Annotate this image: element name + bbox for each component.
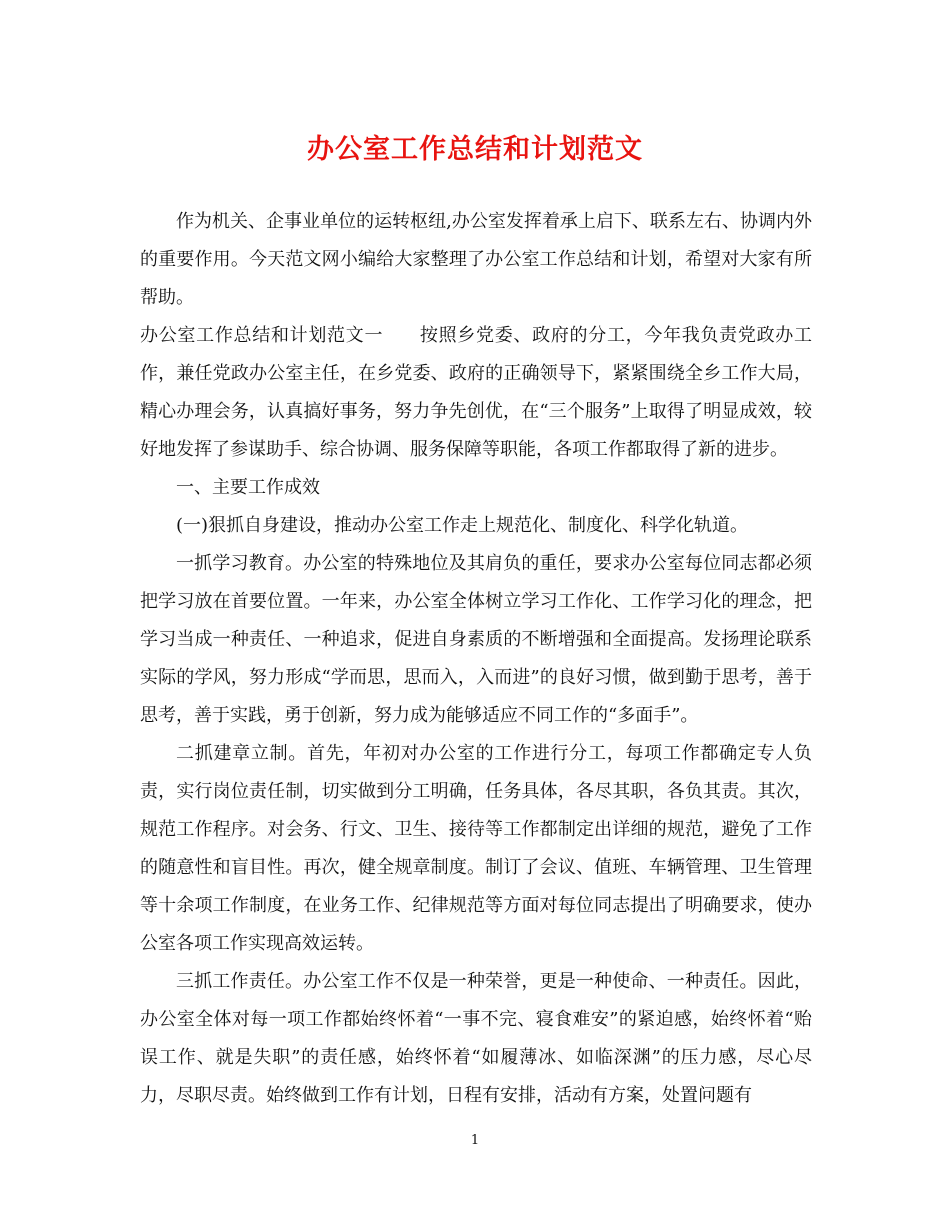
sample-subheading: 办公室工作总结和计划范文一 (140, 325, 384, 346)
page-number: 1 (470, 1133, 480, 1148)
paragraph-3: 二抓建章立制。首先，年初对办公室的工作进行分工，每项工作都确定专人负责，实行岗位责任制，切实做到分工明确，任务具体，各尽其职，各负其责。其次，规范工作程序。对会务、行文、卫生、接待等工作都制定出详细的规范，避免了工作的随意性和盲目性。再次，健全规章制度。制订了会议、值班、车辆管理、卫生管理等十余项工作制度，在业务工作、纪律规范等方面对每位同志提出了明确要求，使办公室各项工作实现高效运转。 (140, 743, 812, 954)
subsection-heading: (一)狠抓自身建设，推动办公室工作走上规范化、制度化、科学化轨道。 (176, 515, 749, 536)
intro-paragraph: 作为机关、企事业单位的运转枢纽,办公室发挥着承上启下、联系左右、协调内外的重要作用。今天范文网小编给大家整理了办公室工作总结和计划，希望对大家有所帮助。 (140, 211, 812, 308)
document-title: 办公室工作总结和计划范文 (307, 134, 643, 165)
section-heading: 一、主要工作成效 (176, 477, 320, 498)
document-body (140, 203, 812, 1115)
paragraph-1: 按照乡党委、政府的分工，今年我负责党政办工作，兼任党政办公室主任，在乡党委、政府的正确领导下，紧紧围绕全乡工作大局，精心办理会务，认真搞好事务，努力争先创优，在“三个服务”上取得了明显成效，较好地发挥了参谋助手、综合协调、服务保障等职能，各项工作都取得了新的进步。 (140, 325, 813, 460)
paragraph-4: 三抓工作责任。办公室工作不仅是一种荣誉，更是一种使命、一种责任。因此，办公室全体对每一项工作都始终怀着“一事不完、寝食难安”的紧迫感，始终怀着“贻误工作、就是失职”的责任感，始终怀着“如履薄冰、如临深渊”的压力感，尽心尽力，尽职尽责。始终做到工作有计划，日程有安排，活动有方案，处置问题有 (140, 971, 812, 1106)
paragraph-2: 一抓学习教育。办公室的特殊地位及其肩负的重任，要求办公室每位同志都必须把学习放在首要位置。一年来，办公室全体树立学习工作化、工作学习化的理念，把学习当成一种责任、一种追求，促进自身素质的不断增强和全面提高。发扬理论联系实际的学风，努力形成“学而思，思而入，入而进”的良好习惯，做到勤于思考，善于思考，善于实践，勇于创新，努力成为能够适应不同工作的“多面手”。 (140, 553, 812, 726)
subheading-paragraph (140, 317, 812, 469)
